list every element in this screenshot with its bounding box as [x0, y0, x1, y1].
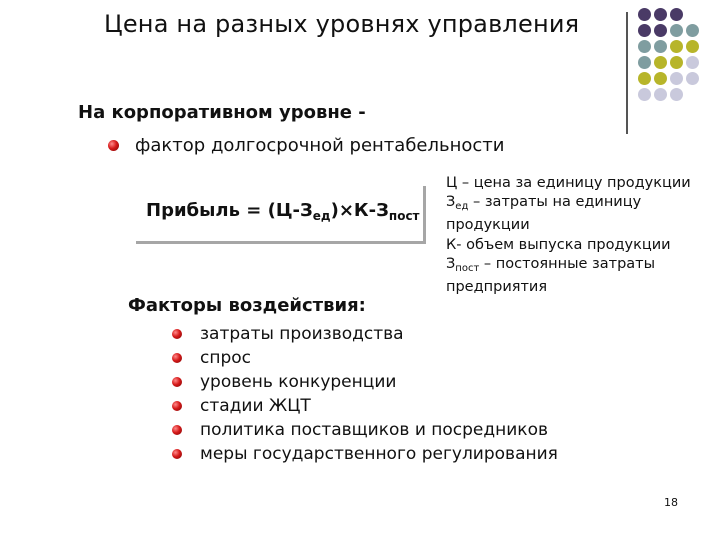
legend-line: К- объем выпуска продукции: [446, 236, 671, 253]
decor-dot: [686, 40, 699, 53]
decor-dot: [686, 72, 699, 85]
formula-sub-post: пост: [388, 209, 420, 223]
bullet-icon: [172, 353, 182, 363]
factor-text: политика поставщиков и посредников: [200, 420, 548, 440]
slide-title: Цена на разных уровнях управления: [104, 10, 580, 38]
legend-line: Ц – цена за единицу продукции: [446, 175, 691, 191]
corporate-item-text: фактор долгосрочной рентабельности: [135, 135, 505, 156]
decor-dot: [654, 24, 667, 37]
decor-dot: [654, 40, 667, 53]
decor-dot: [638, 8, 651, 21]
decorative-dot-grid: [638, 8, 718, 118]
list-item: [172, 442, 558, 466]
decor-dot: [638, 24, 651, 37]
formula-legend: [446, 174, 706, 297]
legend-sub: пост: [455, 262, 480, 274]
formula-sub-ed: ед: [312, 209, 331, 223]
profit-formula: [146, 200, 420, 223]
bullet-icon: [108, 140, 119, 151]
factor-text: уровень конкуренции: [200, 372, 397, 392]
bullet-icon: [172, 377, 182, 387]
bullet-icon: [172, 401, 182, 411]
decor-dot: [654, 72, 667, 85]
decor-dot: [654, 56, 667, 69]
list-item: [172, 346, 558, 370]
decor-dot: [670, 40, 683, 53]
title-divider: [626, 12, 628, 134]
legend-sub: ед: [455, 201, 469, 213]
corporate-heading: На корпоративном уровне -: [78, 102, 366, 123]
decor-dot: [638, 88, 651, 101]
decor-dot: [670, 72, 683, 85]
bullet-icon: [172, 329, 182, 339]
legend-text: – постоянные затраты: [479, 255, 656, 272]
factors-list: [172, 322, 558, 466]
decor-dot: [654, 8, 667, 21]
list-item: [172, 370, 558, 394]
decor-dot: [638, 56, 651, 69]
list-item: [172, 394, 558, 418]
decor-dot: [654, 88, 667, 101]
factors-heading: Факторы воздействия:: [128, 295, 366, 316]
list-item: [172, 322, 558, 346]
formula-lhs: Прибыль = (Ц-З: [146, 200, 313, 221]
decor-dot: [670, 24, 683, 37]
legend-text: – затраты на единицу: [468, 194, 642, 211]
page-number: 18: [664, 496, 678, 509]
decor-dot: [686, 56, 699, 69]
legend-line: продукции: [446, 217, 530, 234]
factor-text: стадии ЖЦТ: [200, 396, 311, 416]
decor-dot: [638, 40, 651, 53]
list-item: [172, 418, 558, 442]
legend-symbol: З: [446, 194, 456, 211]
legend-line: [446, 255, 706, 278]
legend-line: предприятия: [446, 279, 548, 296]
decor-dot: [670, 56, 683, 69]
bullet-icon: [172, 449, 182, 459]
decor-dot: [670, 88, 683, 101]
factor-text: меры государственного регулирования: [200, 444, 558, 464]
corporate-list-item: [108, 135, 504, 156]
factor-text: затраты производства: [200, 324, 404, 344]
factor-text: спрос: [200, 348, 251, 368]
decor-dot: [686, 24, 699, 37]
bullet-icon: [172, 425, 182, 435]
legend-line: [446, 193, 706, 216]
decor-dot: [670, 8, 683, 21]
decor-dot: [638, 72, 651, 85]
formula-mid: )×К-З: [330, 200, 389, 221]
legend-symbol: З: [446, 255, 456, 272]
